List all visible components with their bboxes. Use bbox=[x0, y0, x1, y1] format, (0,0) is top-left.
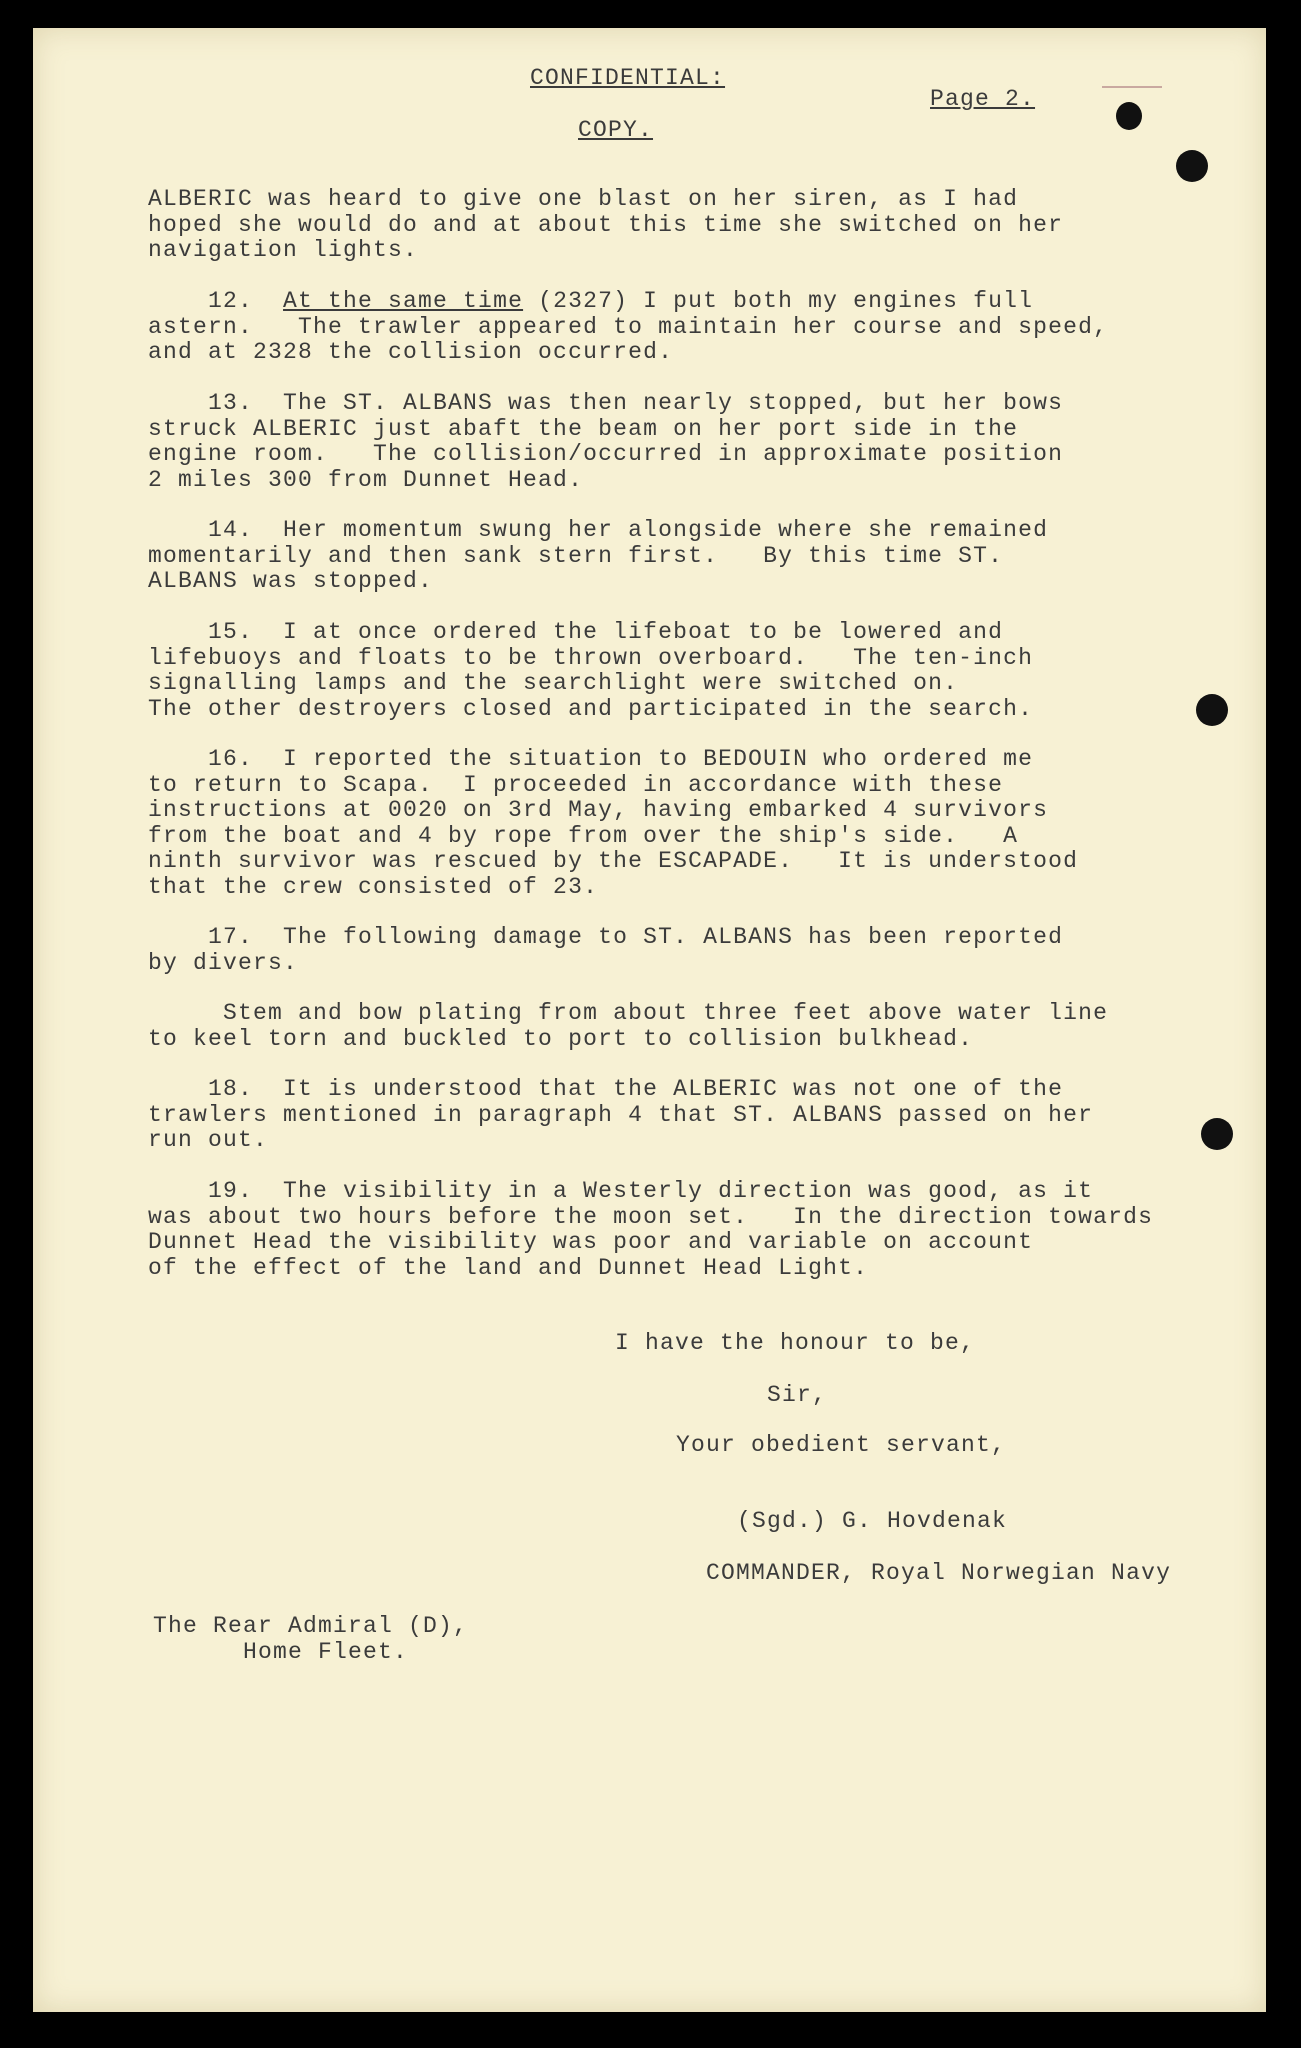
page-number: Page 2. bbox=[930, 86, 1036, 112]
punch-hole bbox=[1176, 150, 1208, 182]
paragraph-17: 17. The following damage to ST. ALBANS has been reported by divers. bbox=[148, 924, 1064, 976]
paragraph-14: 14. Her momentum swung her alongside where she remained momentarily and then sank stern first. By this time ST. ALBANS was stopped. bbox=[148, 517, 1049, 594]
signature: (Sgd.) G. Hovdenak bbox=[737, 1508, 1008, 1534]
paragraph-15: 15. I at once ordered the lifeboat to be lowered and lifebuoys and floats to be thrown overboard. The ten-inch signalling lamps and the searchlight were switched on. The other destroyers closed and participated in the search. bbox=[148, 619, 1034, 722]
closing-salutation: Sir, bbox=[767, 1382, 828, 1408]
paragraph-number: 12. bbox=[208, 288, 284, 314]
body-paragraph: ALBERIC was heard to give one blast on her siren, as I had hoped she would do and at about this time she switched on her navigation lights. bbox=[148, 186, 1064, 263]
addressee: The Rear Admiral (D), Home Fleet. bbox=[153, 1613, 469, 1665]
underlined-phrase: At the same time bbox=[283, 288, 524, 314]
damage-description: Stem and bow plating from about three feet above water line to keel torn and buckled to port to collision bulkhead. bbox=[148, 1000, 1109, 1052]
classification-header: CONFIDENTIAL: bbox=[530, 65, 726, 91]
paragraph-19: 19. The visibility in a Westerly direction was good, as it was about two hours before the moon set. In the direction towards Dunnet Head the visibility was poor and variable on account of the effect of the land and Dunnet Head Light. bbox=[148, 1178, 1154, 1281]
punch-hole bbox=[1201, 1118, 1233, 1150]
paragraph-18: 18. It is understood that the ALBERIC was not one of the trawlers mentioned in paragraph 4 that ST. ALBANS passed on her run out. bbox=[148, 1076, 1094, 1153]
closing-line: I have the honour to be, bbox=[615, 1330, 976, 1356]
pencil-mark bbox=[1102, 72, 1162, 88]
paragraph-16: 16. I reported the situation to BEDOUIN who ordered me to return to Scapa. I proceeded in accordance with these instructions at 0020 on 3rd May, having embarked 4 survivors from the boat and 4 by rope from over the ship's side. A ninth survivor was rescued by the ESCAPADE. It is understood that the crew consisted of 23. bbox=[148, 746, 1079, 900]
copy-label: COPY. bbox=[578, 117, 654, 143]
paragraph-12: 12. At the same time (2327) I put both my engines full astern. The trawler appeared to maintain her course and speed, and at 2328 the collision occurred. bbox=[148, 288, 1109, 365]
paragraph-13: 13. The ST. ALBANS was then nearly stopped, but her bows struck ALBERIC just abaft the beam on her port side in the engine room. The collision/occurred in approximate position 2 miles 300 from Dunnet Head. bbox=[148, 390, 1064, 493]
closing-servant: Your obedient servant, bbox=[676, 1432, 1007, 1458]
punch-hole bbox=[1196, 694, 1228, 726]
punch-hole bbox=[1116, 102, 1142, 130]
signatory-rank: COMMANDER, Royal Norwegian Navy bbox=[706, 1560, 1172, 1586]
